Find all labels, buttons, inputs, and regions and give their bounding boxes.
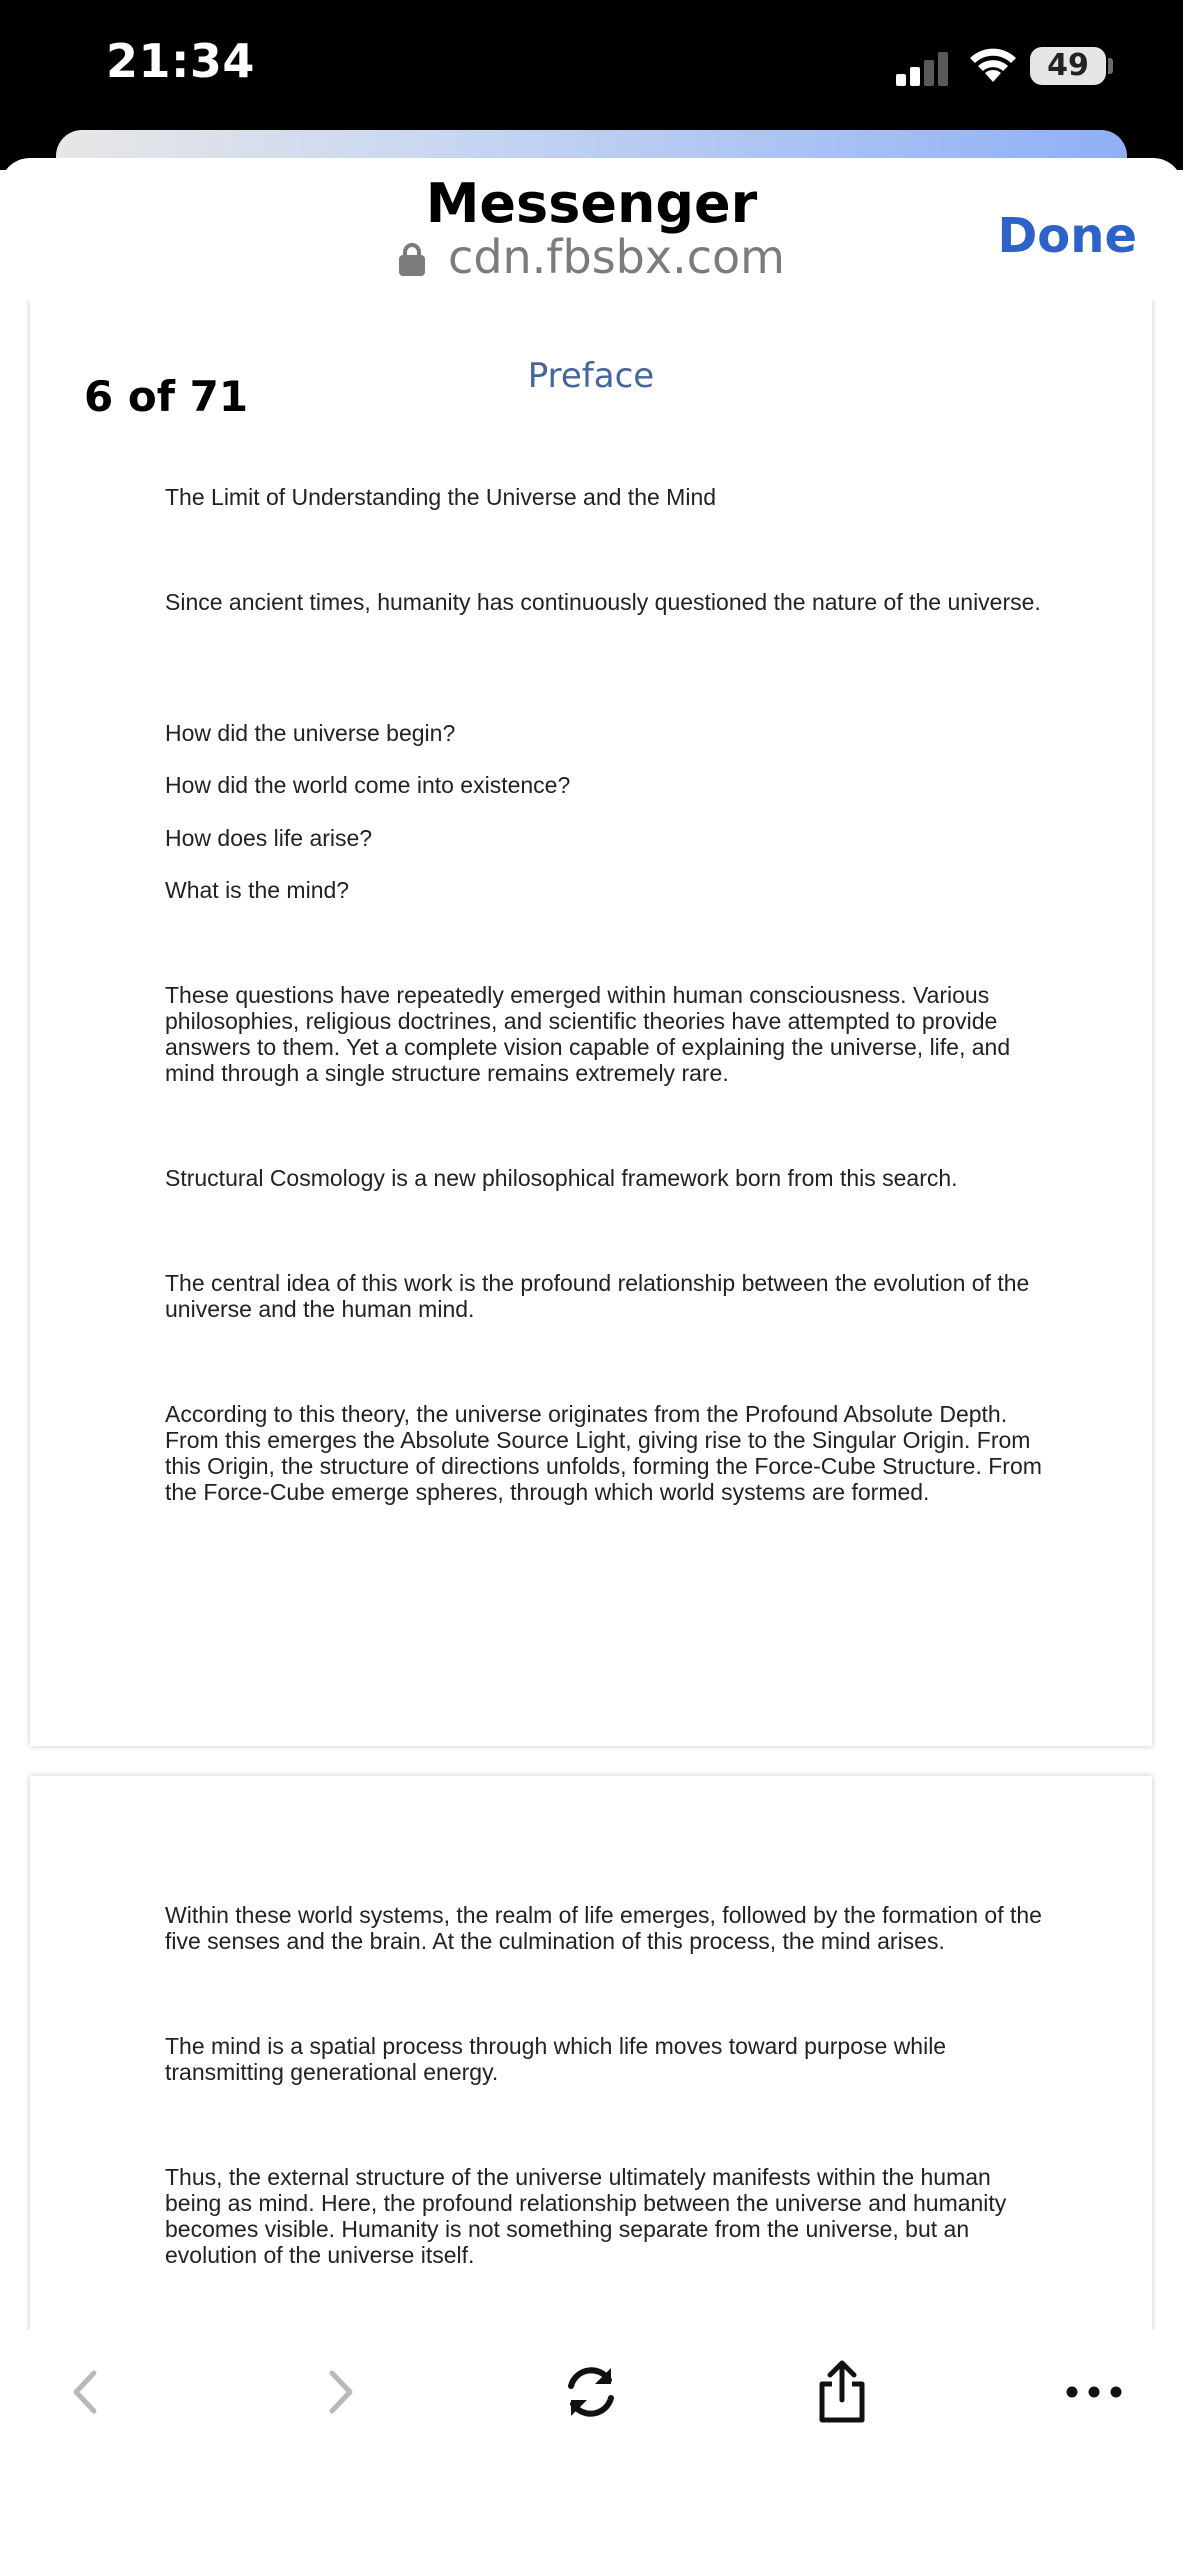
bottom-toolbar <box>0 2330 1183 2560</box>
viewer-header <box>0 158 1183 300</box>
battery-indicator: 49 <box>1030 47 1106 85</box>
paragraph: How did the universe begin? <box>165 720 456 746</box>
document-page <box>30 1776 1152 2330</box>
back-chevron-icon <box>66 2367 106 2417</box>
wifi-icon <box>968 44 1018 84</box>
paragraph: The mind is a spatial process through which life moves toward purpose while transmitting generational energy. <box>165 2033 947 2085</box>
page-indicator: 6 of 71 <box>84 372 249 421</box>
paragraph: Since ancient times, humanity has continuously questioned the nature of the universe. <box>165 589 1041 615</box>
paragraph: The central idea of this work is the profound relationship between the evolution of the universe and the human mind. <box>165 1270 1030 1322</box>
reload-button[interactable] <box>551 2352 631 2432</box>
forward-chevron-icon <box>320 2367 360 2417</box>
url-text: cdn.fbsbx.com <box>448 230 785 284</box>
paragraph: Within these world systems, the realm of life emerges, followed by the formation of the five senses and the brain. At the culmination of this process, the mind arises. <box>165 1902 1042 1954</box>
paragraph: These questions have repeatedly emerged within human consciousness. Various philosophies, religious doctrines, and scientific theories have attempted to provide answers to them. Yet a complete vision capable of explaining the universe, life, and mind through a single structure remains extremely rare. <box>165 982 1011 1086</box>
paragraph: Thus, the external structure of the universe ultimately manifests within the human being as mind. Here, the profound relationship between the universe and humanity becomes visible. Humanity is not something separate from the universe, but an evolution of the universe itself. <box>165 2164 1007 2268</box>
document-page <box>30 300 1152 1746</box>
header-title: Messenger <box>425 172 758 235</box>
status-time: 21:34 <box>106 34 255 88</box>
share-button[interactable] <box>802 2352 882 2432</box>
page-heading: Preface <box>527 356 655 396</box>
paragraph: How does life arise? <box>165 825 373 851</box>
document-subtitle: The Limit of Understanding the Universe and the Mind <box>165 484 717 510</box>
lock-icon <box>398 242 426 276</box>
more-icon <box>1064 2382 1124 2402</box>
more-button[interactable] <box>1054 2352 1134 2432</box>
battery-cap <box>1108 58 1113 74</box>
paragraph: How did the world come into existence? <box>165 772 571 798</box>
document-viewer[interactable] <box>0 300 1183 2330</box>
share-icon <box>812 2360 872 2424</box>
paragraph: Structural Cosmology is a new philosophical framework born from this search. <box>165 1165 958 1191</box>
reload-icon <box>559 2360 623 2424</box>
done-button[interactable]: Done <box>997 208 1137 264</box>
paragraph: According to this theory, the universe originates from the Profound Absolute Depth. From this emerges the Absolute Source Light, giving rise to the Singular Origin. From this Origin, the structure of directions unfolds, forming the Force-Cube Structure. From the Force-Cube emerge spheres, through which world systems are formed. <box>165 1401 1042 1505</box>
forward-button[interactable] <box>300 2352 380 2432</box>
back-button[interactable] <box>46 2352 126 2432</box>
paragraph: What is the mind? <box>165 877 350 903</box>
cellular-signal-icon <box>896 52 950 86</box>
